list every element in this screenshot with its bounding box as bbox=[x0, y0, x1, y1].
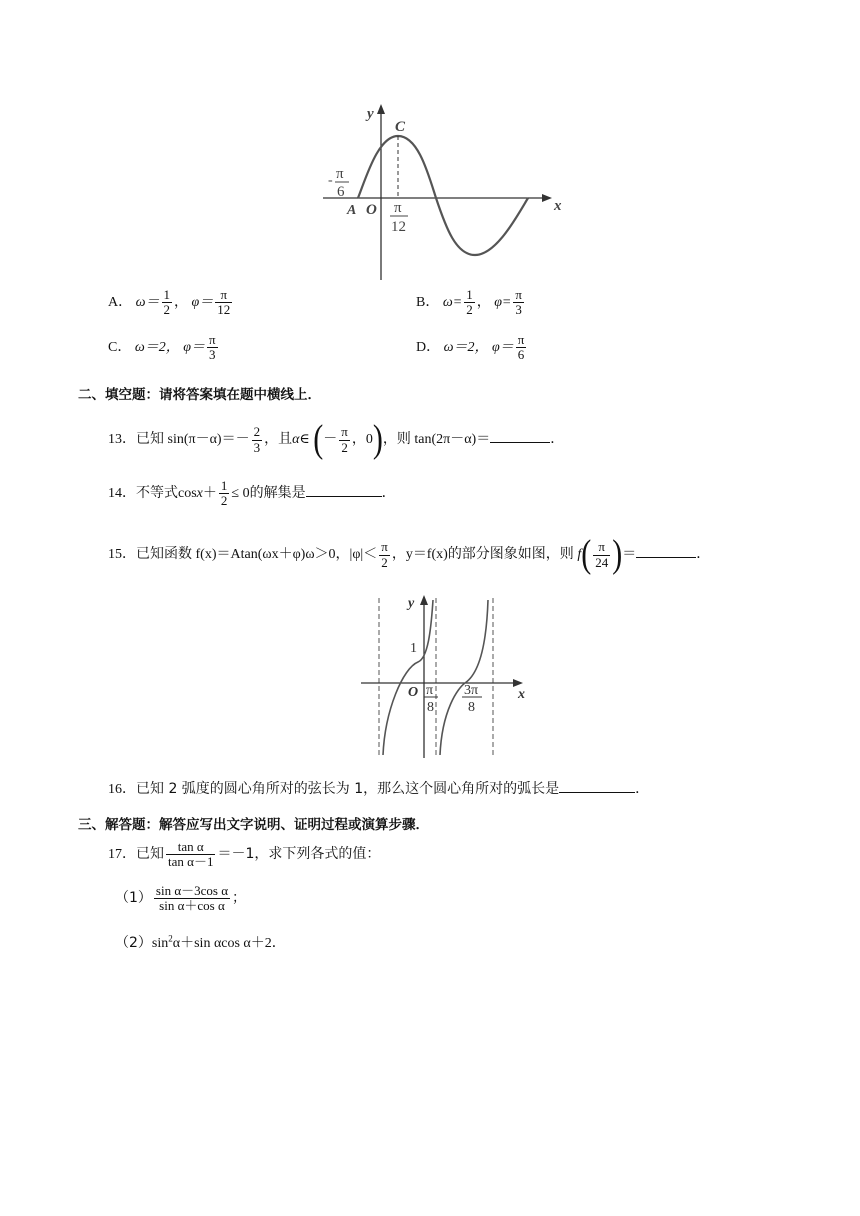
q17-p1-label: （1） bbox=[115, 890, 152, 907]
x-axis-label: x bbox=[554, 198, 562, 214]
y-axis-label: y bbox=[367, 106, 374, 122]
q15-fx: f(x)＝Atan(ωx＋φ)ω＞0，|φ|＜ bbox=[195, 547, 378, 563]
origin-label: O bbox=[408, 685, 419, 700]
q13-f-num: 2 bbox=[253, 424, 261, 440]
q15-left-paren: ( bbox=[581, 532, 592, 576]
option-a-phi-fraction bbox=[215, 288, 232, 318]
pi12-num: π bbox=[394, 200, 402, 216]
q14-pre: 不等式 bbox=[136, 485, 178, 502]
tangent-branch-2 bbox=[440, 600, 488, 755]
option-b-omega-num: 1 bbox=[466, 287, 473, 302]
one-label: 1 bbox=[410, 641, 417, 656]
q13-int-neg: － bbox=[323, 432, 338, 448]
sine-graph-figure bbox=[318, 98, 568, 286]
q15-eq: ＝ bbox=[622, 547, 637, 563]
q17-part1 bbox=[115, 884, 246, 914]
q14-post: 的解集是 bbox=[249, 485, 306, 502]
option-a-label: A． bbox=[108, 295, 133, 311]
option-b-omega-fraction bbox=[464, 288, 475, 318]
q13-expr2: tan(2π－α)＝ bbox=[414, 432, 491, 448]
q16-end: ． bbox=[635, 782, 650, 797]
q16-text: 已知 2 弧度的圆心角所对的弦长为 1，那么这个圆心角所对的弧长是 bbox=[136, 781, 560, 797]
three-pi8-num: 3π bbox=[464, 683, 479, 698]
option-d-label: D． bbox=[416, 340, 441, 356]
three-pi8-den: 8 bbox=[468, 700, 475, 715]
question-17 bbox=[108, 840, 380, 870]
q15-f-call: f bbox=[577, 547, 582, 563]
q14-end: ． bbox=[381, 486, 396, 502]
q17-p2-sup: 2 bbox=[168, 933, 173, 944]
neg-pi6-num: π bbox=[336, 166, 344, 182]
q15-arg-fraction bbox=[593, 540, 610, 570]
pi8-den: 8 bbox=[427, 700, 434, 715]
q14-expr: cos bbox=[178, 486, 197, 502]
q15-arg-num: π bbox=[593, 540, 610, 555]
option-c-phi-den: 3 bbox=[209, 347, 216, 363]
x-axis-arrow bbox=[542, 194, 552, 202]
y-axis-arrow bbox=[420, 595, 428, 605]
point-c-label: C bbox=[395, 119, 406, 135]
option-a-omega: ω＝ bbox=[135, 295, 160, 311]
option-c-phi: φ＝ bbox=[183, 340, 205, 356]
option-d-phi-den: 6 bbox=[517, 347, 525, 363]
option-b-phi: φ= bbox=[494, 295, 512, 311]
q14-rel: ≤ 0 bbox=[231, 486, 250, 502]
q15-pre: 已知函数 bbox=[136, 546, 192, 563]
pi8-num: π bbox=[426, 683, 434, 698]
y-axis-label: y bbox=[408, 596, 415, 611]
option-b-omega-den: 2 bbox=[466, 302, 473, 318]
q14-f-den: 2 bbox=[220, 493, 228, 509]
q14-f-num: 1 bbox=[220, 478, 228, 493]
q13-int-fraction bbox=[339, 425, 350, 455]
option-c[interactable] bbox=[108, 333, 220, 363]
q13-pre: 已知 bbox=[136, 431, 164, 448]
option-d[interactable] bbox=[416, 333, 528, 363]
pi12-den: 12 bbox=[391, 219, 406, 235]
q14-fraction bbox=[219, 479, 230, 509]
q15-fraction bbox=[379, 540, 390, 570]
tangent-graph-figure bbox=[358, 590, 533, 760]
option-c-phi-fraction bbox=[207, 333, 218, 363]
q15-f-num: π bbox=[381, 539, 388, 555]
q17-part2 bbox=[115, 932, 286, 952]
q13-expr1: sin(π－α)＝－ bbox=[167, 432, 250, 448]
q17-p2-sin: sin bbox=[151, 936, 169, 951]
q17-f-num: tan α bbox=[166, 840, 215, 855]
q17-p1-fraction bbox=[154, 884, 230, 914]
option-a-sep: ， bbox=[174, 295, 189, 311]
q15-right-paren: ) bbox=[612, 532, 623, 576]
option-b-phi-fraction bbox=[513, 288, 524, 318]
option-b-phi-den: 3 bbox=[515, 302, 522, 318]
option-a-omega-den: 2 bbox=[163, 302, 171, 318]
question-14 bbox=[108, 479, 396, 509]
question-15 bbox=[108, 532, 711, 576]
q15-f-den: 2 bbox=[381, 554, 388, 570]
x-axis-label: x bbox=[518, 687, 525, 702]
origin-label: O bbox=[366, 202, 377, 218]
x-axis-arrow bbox=[513, 679, 523, 687]
option-b-phi-num: π bbox=[515, 287, 522, 302]
q15-yfx: y＝f(x) bbox=[405, 547, 448, 563]
q15-answer-blank[interactable] bbox=[636, 545, 696, 558]
q17-post: ＝－1，求下列各式的值： bbox=[217, 846, 381, 863]
option-d-omega: ω＝2， bbox=[443, 340, 489, 356]
option-d-phi-num: π bbox=[517, 332, 525, 347]
q15-end: ． bbox=[696, 547, 711, 563]
q13-then: ，则 bbox=[382, 431, 411, 448]
q13-alpha-in: α∈ bbox=[292, 432, 310, 448]
neg-pi6-minus: - bbox=[328, 173, 333, 188]
option-c-phi-num: π bbox=[208, 332, 216, 347]
q14-answer-blank[interactable] bbox=[306, 484, 382, 497]
q13-int-den: 2 bbox=[341, 439, 348, 455]
option-b-omega: ω= bbox=[442, 295, 463, 311]
option-b[interactable] bbox=[416, 288, 526, 318]
q17-p2-rest: α＋sin αcos α＋2． bbox=[172, 936, 286, 951]
point-a-label: A bbox=[347, 203, 357, 218]
q13-answer-blank[interactable] bbox=[490, 430, 550, 443]
q17-number: 17． bbox=[108, 847, 136, 863]
q16-number: 16． bbox=[108, 782, 136, 797]
q14-number: 14． bbox=[108, 486, 136, 502]
q13-mid: ，且 bbox=[264, 431, 293, 448]
question-13 bbox=[108, 417, 565, 461]
q13-int-rest: ，0 bbox=[351, 432, 373, 448]
option-b-sep: ， bbox=[476, 295, 491, 311]
option-c-omega: ω＝2， bbox=[134, 340, 180, 356]
q17-p1-den: sin α＋cos α bbox=[159, 898, 225, 914]
q14-plus: ＋ bbox=[202, 486, 217, 502]
question-16 bbox=[108, 778, 649, 798]
option-b-label: B． bbox=[416, 295, 440, 311]
option-a-phi: φ＝ bbox=[191, 295, 214, 311]
section3-title: 三、解答题：解答应写出文字说明、证明过程或演算步骤． bbox=[78, 817, 429, 833]
option-d-phi-fraction bbox=[516, 333, 527, 363]
q14-var: x bbox=[196, 486, 203, 502]
option-a-phi-den: 12 bbox=[217, 302, 231, 318]
option-a-omega-fraction bbox=[162, 288, 173, 318]
q15-post: 的部分图象如图，则 bbox=[447, 546, 574, 563]
q13-f-den: 3 bbox=[253, 439, 261, 455]
section2-title: 二、填空题：请将答案填在题中横线上． bbox=[78, 387, 321, 403]
neg-pi6-den: 6 bbox=[337, 184, 345, 200]
option-a[interactable] bbox=[108, 288, 234, 318]
q15-mid: ， bbox=[391, 547, 406, 563]
option-a-phi-num: π bbox=[215, 288, 232, 303]
y-axis-arrow bbox=[377, 104, 385, 114]
q17-pre: 已知 bbox=[136, 846, 164, 863]
q13-left-paren: ( bbox=[313, 417, 324, 461]
q17-p1-end: ； bbox=[232, 891, 247, 907]
option-c-label: C． bbox=[108, 340, 132, 356]
q13-number: 13． bbox=[108, 432, 136, 448]
tangent-branch-1 bbox=[383, 600, 433, 755]
q17-f-den: tan α－1 bbox=[168, 854, 214, 870]
q13-int-num: π bbox=[341, 424, 348, 440]
q13-end: ． bbox=[550, 432, 565, 448]
q13-right-paren: ) bbox=[372, 417, 383, 461]
q16-answer-blank[interactable] bbox=[559, 780, 635, 793]
q13-fraction bbox=[252, 425, 263, 455]
q17-p2-label: （2） bbox=[115, 935, 152, 951]
q15-arg-den: 24 bbox=[595, 554, 609, 570]
q17-fraction bbox=[166, 840, 215, 870]
sine-curve bbox=[358, 136, 528, 255]
q17-p1-num: sin α－3cos α bbox=[155, 883, 229, 898]
q15-number: 15． bbox=[108, 547, 136, 563]
option-a-omega-num: 1 bbox=[163, 287, 171, 302]
option-d-phi: φ＝ bbox=[492, 340, 514, 356]
